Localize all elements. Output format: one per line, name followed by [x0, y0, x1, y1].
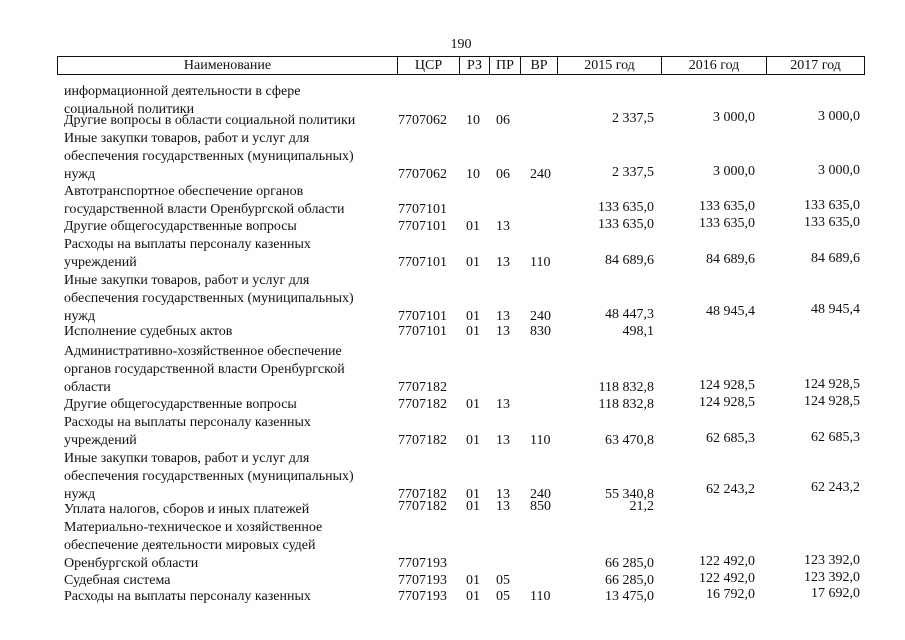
- row-name-line: Расходы на выплаты персоналу казенных: [64, 237, 311, 252]
- cell-y2015: 133 635,0: [598, 200, 654, 215]
- cell-y2017: 123 392,0: [804, 570, 860, 585]
- cell-rz: 01: [466, 589, 480, 604]
- header-pr: ПР: [489, 57, 520, 74]
- cell-pr: 05: [496, 589, 510, 604]
- row-name-line: обеспечения государственных (муниципальных): [64, 469, 354, 484]
- cell-pr: [496, 555, 518, 573]
- cell-csr: 7707193: [398, 589, 447, 604]
- cell-y2017: 123 392,0: [804, 553, 860, 568]
- cell-y2017: 62 243,2: [811, 480, 860, 495]
- cell-y2016: 124 928,5: [699, 378, 755, 393]
- page-number: 190: [450, 37, 472, 52]
- row-name-line: Иные закупки товаров, работ и услуг для: [64, 451, 310, 466]
- table-header: [57, 56, 865, 75]
- cell-pr: 06: [496, 113, 510, 128]
- row-name-line: Автотранспортное обеспечение органов: [64, 184, 304, 199]
- cell-vr: 110: [530, 589, 551, 604]
- cell-pr: 13: [496, 255, 510, 270]
- cell-csr: 7707101: [398, 219, 447, 234]
- cell-pr: 13: [496, 219, 510, 234]
- cell-rz: 01: [466, 309, 480, 324]
- cell-rz: 10: [466, 113, 480, 128]
- cell-y2015: 48 447,3: [605, 307, 654, 322]
- cell-rz: 01: [466, 433, 480, 448]
- header-2016: 2016 год: [661, 57, 766, 74]
- cell-vr: [530, 396, 556, 414]
- cell-csr: 7707182: [398, 380, 447, 395]
- cell-csr: 7707101: [398, 324, 447, 339]
- header-rz: РЗ: [459, 57, 489, 74]
- cell-vr: [530, 555, 556, 573]
- row-name-line: Судебная система: [64, 573, 171, 588]
- cell-vr: 240: [530, 167, 551, 182]
- cell-y2015: 133 635,0: [598, 217, 654, 232]
- cell-y2015: 66 285,0: [605, 556, 654, 571]
- cell-y2016: 48 945,4: [706, 304, 755, 319]
- row-name-line: обеспечения государственных (муниципальных): [64, 291, 354, 306]
- row-name-line: Расходы на выплаты персоналу казенных: [64, 415, 311, 430]
- cell-pr: 13: [496, 324, 510, 339]
- header-2017: 2017 год: [766, 57, 864, 74]
- cell-y2015: 21,2: [629, 499, 654, 514]
- cell-vr: 850: [530, 499, 551, 514]
- cell-pr: [496, 201, 518, 219]
- cell-rz: 01: [466, 255, 480, 270]
- row-name-line: области: [64, 380, 111, 395]
- cell-rz: 01: [466, 397, 480, 412]
- cell-vr: [530, 112, 556, 130]
- cell-pr: 13: [496, 397, 510, 412]
- cell-pr: 06: [496, 167, 510, 182]
- header-csr: ЦСР: [397, 57, 459, 74]
- row-name-line: Другие вопросы в области социальной политики: [64, 113, 356, 128]
- cell-csr: 7707193: [398, 556, 447, 571]
- cell-y2017: [764, 498, 860, 516]
- cell-y2015: 118 832,8: [598, 380, 654, 395]
- cell-y2016: 133 635,0: [699, 216, 755, 231]
- cell-rz: 10: [466, 167, 480, 182]
- cell-rz: 01: [466, 219, 480, 234]
- cell-y2015: 13 475,0: [605, 589, 654, 604]
- row-name-line: учреждений: [64, 255, 137, 270]
- cell-rz: [466, 555, 486, 573]
- cell-csr: 7707182: [398, 433, 447, 448]
- header-name: Наименование: [183, 58, 272, 73]
- cell-rz: [466, 379, 486, 397]
- cell-y2015: 66 285,0: [605, 573, 654, 588]
- cell-vr: 110: [530, 433, 551, 448]
- cell-y2017: 124 928,5: [804, 394, 860, 409]
- cell-y2017: 3 000,0: [818, 109, 860, 124]
- cell-csr: 7707062: [398, 167, 447, 182]
- cell-y2016: [660, 323, 755, 341]
- row-name-line: государственной власти Оренбургской области: [64, 202, 345, 217]
- cell-csr: 7707182: [398, 499, 447, 514]
- row-name-line: органов государственной власти Оренбургской: [64, 362, 345, 377]
- row-name-line: Административно-хозяйственное обеспечение: [64, 344, 342, 359]
- cell-y2015: 55 340,8: [605, 487, 654, 502]
- cell-y2016: 16 792,0: [706, 587, 755, 602]
- cell-y2017: 17 692,0: [811, 586, 860, 601]
- cell-y2015: 2 337,5: [612, 111, 654, 126]
- cell-vr: 830: [530, 324, 551, 339]
- cell-rz: 01: [466, 573, 480, 588]
- row-name-line: информационной деятельности в сфере: [64, 84, 301, 99]
- cell-y2015: 2 337,5: [612, 165, 654, 180]
- cell-rz: [466, 201, 486, 219]
- cell-y2016: 62 243,2: [706, 482, 755, 497]
- cell-y2015: 118 832,8: [598, 397, 654, 412]
- cell-y2016: 122 492,0: [699, 571, 755, 586]
- row-name-line: обеспечение деятельности мировых судей: [64, 538, 316, 553]
- cell-y2016: 3 000,0: [713, 110, 755, 125]
- cell-pr: 13: [496, 499, 510, 514]
- cell-y2016: 62 685,3: [706, 431, 755, 446]
- row-name-line: обеспечения государственных (муниципальных): [64, 149, 354, 164]
- header-vr: ВР: [520, 57, 557, 74]
- cell-y2015: 498,1: [622, 324, 654, 339]
- cell-csr: 7707062: [398, 113, 447, 128]
- row-name-line: Материально-техническое и хозяйственное: [64, 520, 323, 535]
- row-name-line: Оренбургской области: [64, 556, 199, 571]
- cell-csr: 7707182: [398, 487, 447, 502]
- cell-y2016: 124 928,5: [699, 395, 755, 410]
- row-name-line: учреждений: [64, 433, 137, 448]
- cell-vr: 110: [530, 255, 551, 270]
- header-2015: 2015 год: [557, 57, 661, 74]
- cell-rz: 01: [466, 324, 480, 339]
- cell-vr: [530, 379, 556, 397]
- cell-y2017: 133 635,0: [804, 198, 860, 213]
- cell-vr: [530, 218, 556, 236]
- cell-y2015: 63 470,8: [605, 433, 654, 448]
- cell-y2017: 3 000,0: [818, 163, 860, 178]
- cell-y2016: [660, 498, 755, 516]
- cell-y2017: 124 928,5: [804, 377, 860, 392]
- cell-vr: 240: [530, 309, 551, 324]
- row-name-line: социальной политики: [64, 102, 195, 117]
- cell-y2016: 3 000,0: [713, 164, 755, 179]
- cell-pr: 13: [496, 433, 510, 448]
- row-name-line: нужд: [64, 309, 96, 324]
- cell-y2017: [764, 323, 860, 341]
- cell-y2015: 84 689,6: [605, 253, 654, 268]
- row-name-line: Иные закупки товаров, работ и услуг для: [64, 131, 310, 146]
- cell-rz: 01: [466, 499, 480, 514]
- cell-pr: [496, 379, 518, 397]
- row-name-line: Другие общегосударственные вопросы: [64, 219, 297, 234]
- cell-rz: 01: [466, 487, 480, 502]
- row-name-line: Уплата налогов, сборов и иных платежей: [64, 502, 310, 517]
- cell-csr: 7707193: [398, 573, 447, 588]
- cell-csr: 7707182: [398, 397, 447, 412]
- cell-y2017: 48 945,4: [811, 302, 860, 317]
- cell-pr: 13: [496, 487, 510, 502]
- cell-y2016: 84 689,6: [706, 252, 755, 267]
- cell-vr: 240: [530, 487, 551, 502]
- cell-pr: 05: [496, 573, 510, 588]
- cell-vr: [530, 201, 556, 219]
- cell-y2017: 133 635,0: [804, 215, 860, 230]
- cell-y2016: 133 635,0: [699, 199, 755, 214]
- cell-csr: 7707101: [398, 309, 447, 324]
- row-name-line: Исполнение судебных актов: [64, 324, 233, 339]
- cell-csr: 7707101: [398, 255, 447, 270]
- row-name-line: нужд: [64, 167, 96, 182]
- cell-y2017: 62 685,3: [811, 430, 860, 445]
- row-name-line: Иные закупки товаров, работ и услуг для: [64, 273, 310, 288]
- row-name-line: нужд: [64, 487, 96, 502]
- cell-y2016: 122 492,0: [699, 554, 755, 569]
- cell-csr: 7707101: [398, 202, 447, 217]
- cell-pr: 13: [496, 309, 510, 324]
- cell-y2017: 84 689,6: [811, 251, 860, 266]
- row-name-line: Другие общегосударственные вопросы: [64, 397, 297, 412]
- row-name-line: Расходы на выплаты персоналу казенных: [64, 589, 311, 604]
